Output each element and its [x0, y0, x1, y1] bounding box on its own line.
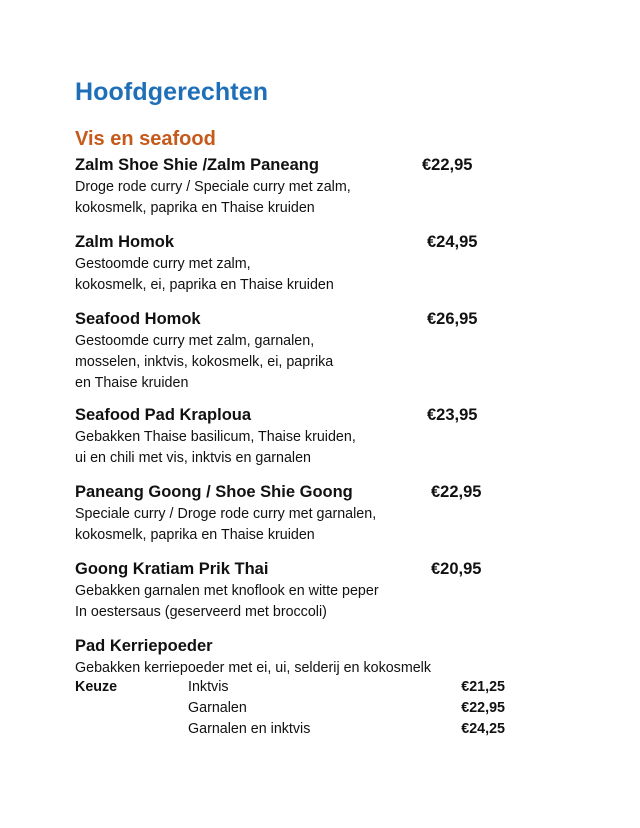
description-line: kokosmelk, ei, paprika en Thaise kruiden	[75, 277, 334, 293]
description-line: mosselen, inktvis, kokosmelk, ei, paprika	[75, 354, 334, 370]
dish-description	[75, 331, 333, 394]
dish-price: €26,95	[427, 310, 478, 328]
dish-name: Seafood Pad Kraploua	[75, 406, 252, 424]
dish-name: Paneang Goong / Shoe Shie Goong	[75, 483, 353, 501]
description-line: Gestoomde curry met zalm,	[75, 256, 251, 272]
description-line: Speciale curry / Droge rode curry met garnalen,	[75, 506, 377, 522]
description-line: en Thaise kruiden	[75, 375, 189, 391]
option-price: €22,95	[461, 700, 505, 716]
description-line: Gebakken kerriepoeder met ei, ui, selderij en kokosmelk	[75, 660, 432, 676]
option-price: €21,25	[461, 679, 505, 695]
option-row	[75, 700, 505, 721]
option-name: Inktvis	[188, 679, 229, 695]
description-line: Gebakken Thaise basilicum, Thaise kruiden,	[75, 429, 356, 445]
dish-name: Pad Kerriepoeder	[75, 637, 213, 655]
option-name: Garnalen	[188, 700, 247, 716]
description-line: Gebakken garnalen met knoflook en witte peper	[75, 583, 379, 599]
dish-description	[75, 177, 351, 219]
dish-description	[75, 658, 431, 679]
dish-description	[75, 254, 334, 296]
dish-price: €22,95	[431, 483, 482, 501]
description-line: kokosmelk, paprika en Thaise kruiden	[75, 200, 315, 216]
option-row	[75, 721, 505, 742]
description-line: In oestersaus (geserveerd met broccoli)	[75, 604, 327, 620]
dish-description	[75, 581, 379, 623]
dish-price: €20,95	[431, 560, 482, 578]
description-line: ui en chili met vis, inktvis en garnalen	[75, 450, 312, 466]
dish-name: Goong Kratiam Prik Thai	[75, 560, 269, 578]
section-title: Vis en seafood	[75, 128, 216, 150]
page-title: Hoofdgerechten	[75, 78, 269, 106]
option-price: €24,25	[461, 721, 505, 737]
option-row	[75, 679, 505, 700]
description-line: Gestoomde curry met zalm, garnalen,	[75, 333, 315, 349]
option-name: Garnalen en inktvis	[188, 721, 311, 737]
dish-name: Zalm Homok	[75, 233, 175, 251]
dish-description	[75, 427, 356, 469]
dish-price: €23,95	[427, 406, 478, 424]
description-line: Droge rode curry / Speciale curry met zalm,	[75, 179, 351, 195]
description-line: kokosmelk, paprika en Thaise kruiden	[75, 527, 315, 543]
options-label: Keuze	[75, 679, 118, 695]
dish-price: €22,95	[422, 156, 473, 174]
dish-description	[75, 504, 376, 546]
dish-price: €24,95	[427, 233, 478, 251]
dish-name: Seafood Homok	[75, 310, 201, 328]
dish-name: Zalm Shoe Shie /Zalm Paneang	[75, 156, 319, 174]
